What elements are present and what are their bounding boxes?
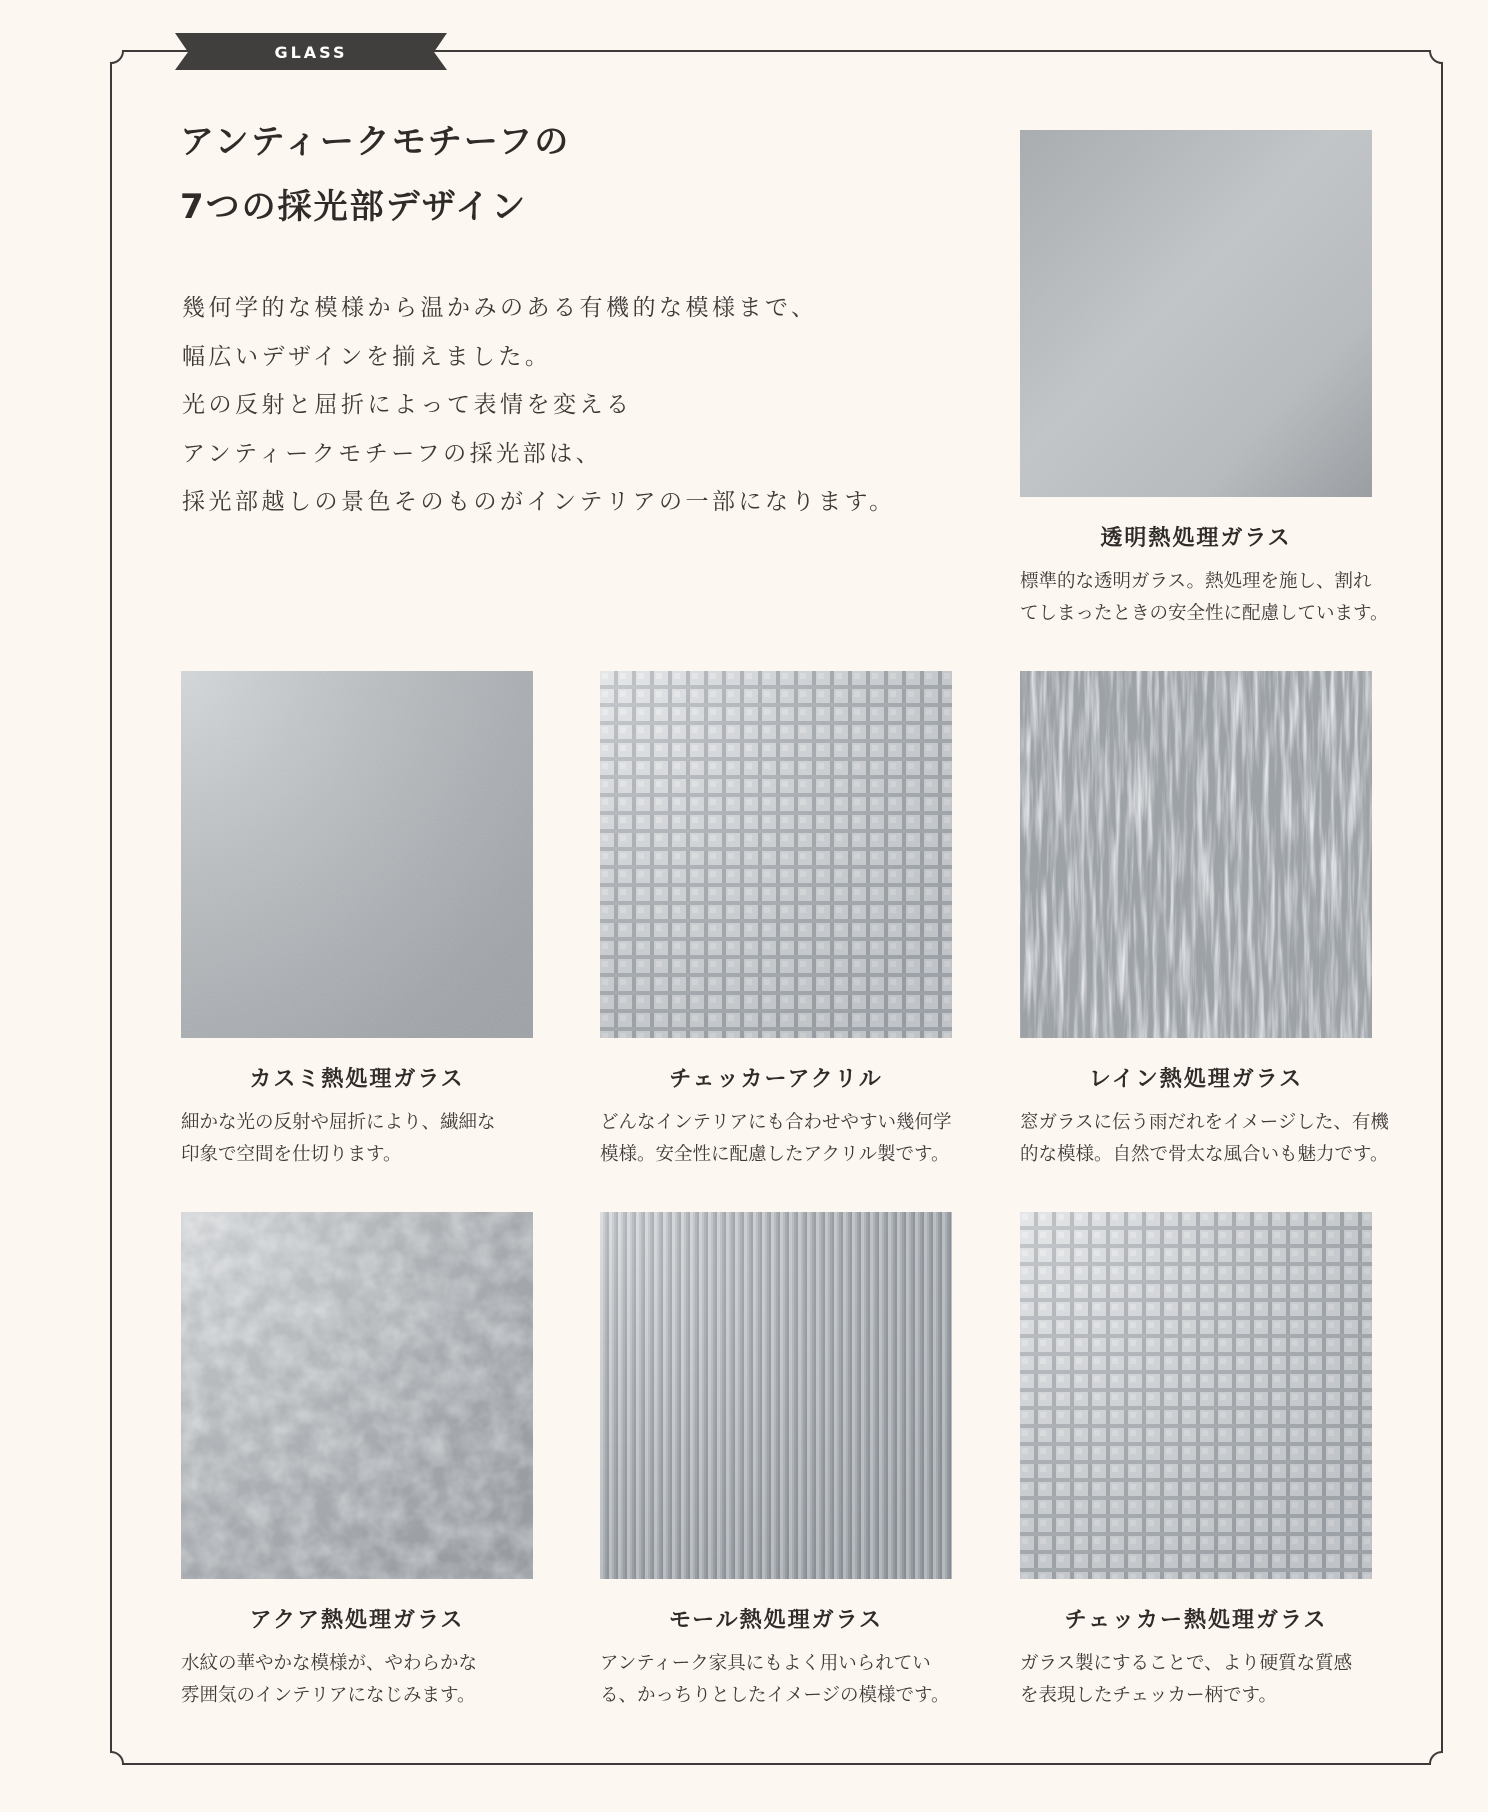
glass-swatch-checker-glass bbox=[1020, 1212, 1372, 1579]
glass-card-kasumi bbox=[181, 671, 533, 1171]
intro-text bbox=[182, 284, 896, 527]
glass-desc-mall: アンティーク家具にもよく用いられてい る、かっちりとしたイメージの模様です。 bbox=[600, 1653, 950, 1706]
headline bbox=[180, 110, 570, 240]
intro-line-1: 幾何学的な模様から温かみのある有機的な模様まで、 bbox=[182, 295, 818, 321]
glass-texture-kasumi bbox=[181, 671, 533, 1038]
intro-line-2: 幅広いデザインを揃えました。 bbox=[182, 343, 552, 370]
glass-card-checker-glass bbox=[1020, 1212, 1372, 1712]
glass-desc-rain: 窓ガラスに伝う雨だれをイメージした、有機 的な模様。自然で骨太な風合いも魅力です。 bbox=[1020, 1112, 1389, 1165]
glass-swatch-mall bbox=[600, 1212, 952, 1579]
intro-line-4: アンティークモチーフの採光部は、 bbox=[182, 440, 603, 467]
glass-title-aqua: アクア熱処理ガラス bbox=[249, 1608, 465, 1633]
glass-texture-aqua bbox=[181, 1212, 533, 1579]
glass-title-kasumi: カスミ熱処理ガラス bbox=[249, 1067, 465, 1092]
glass-swatch-aqua bbox=[181, 1212, 533, 1579]
glass-swatch-kasumi bbox=[181, 671, 533, 1038]
intro-line-3: 光の反射と屈折によって表情を変える bbox=[182, 392, 633, 418]
intro-line-5: 採光部越しの景色そのものがインテリアの一部になります。 bbox=[182, 489, 896, 515]
glass-texture-mall bbox=[600, 1212, 952, 1579]
glass-desc-checker-glass: ガラス製にすることで、より硬質な質感 を表現したチェッカー柄です。 bbox=[1020, 1653, 1353, 1706]
glass-title-rain: レイン熱処理ガラス bbox=[1088, 1067, 1304, 1092]
glass-card-checker-acrylic bbox=[600, 671, 952, 1171]
glass-desc-aqua: 水紋の華やかな模様が、やわらかな 雰囲気のインテリアになじみます。 bbox=[181, 1653, 478, 1706]
glass-card-clear bbox=[1020, 130, 1389, 630]
glass-swatch-rain bbox=[1020, 671, 1372, 1038]
glass-title-checker-glass: チェッカー熱処理ガラス bbox=[1064, 1608, 1328, 1633]
headline-line-2: 7つの採光部デザイン bbox=[180, 187, 528, 227]
glass-texture-rain bbox=[1020, 671, 1372, 1038]
glass-texture-clear bbox=[1020, 130, 1372, 497]
glass-desc-clear: 標準的な透明ガラス。熱処理を施し、割れ てしまったときの安全性に配慮しています。 bbox=[1020, 571, 1389, 624]
glass-card-rain bbox=[1020, 671, 1389, 1171]
glass-swatch-checker-acrylic bbox=[600, 671, 952, 1038]
glass-swatch-clear bbox=[1020, 130, 1372, 497]
glass-desc-kasumi: 細かな光の反射や屈折により、繊細な 印象で空間を仕切ります。 bbox=[181, 1112, 496, 1165]
glass-title-checker-acrylic: チェッカーアクリル bbox=[669, 1067, 883, 1092]
section-label: GLASS bbox=[274, 42, 348, 62]
glass-desc-checker-acrylic: どんなインテリアにも合わせやすい幾何学 模様。安全性に配慮したアクリル製です。 bbox=[600, 1112, 952, 1165]
glass-texture-checker-acrylic bbox=[600, 671, 952, 1038]
headline-line-1: アンティークモチーフの bbox=[180, 122, 571, 162]
glass-card-aqua bbox=[181, 1212, 533, 1712]
glass-title-mall: モール熱処理ガラス bbox=[668, 1608, 884, 1633]
glass-texture-checker-glass bbox=[1020, 1212, 1372, 1579]
glass-card-mall bbox=[600, 1212, 952, 1712]
glass-title-clear: 透明熱処理ガラス bbox=[1100, 526, 1292, 551]
